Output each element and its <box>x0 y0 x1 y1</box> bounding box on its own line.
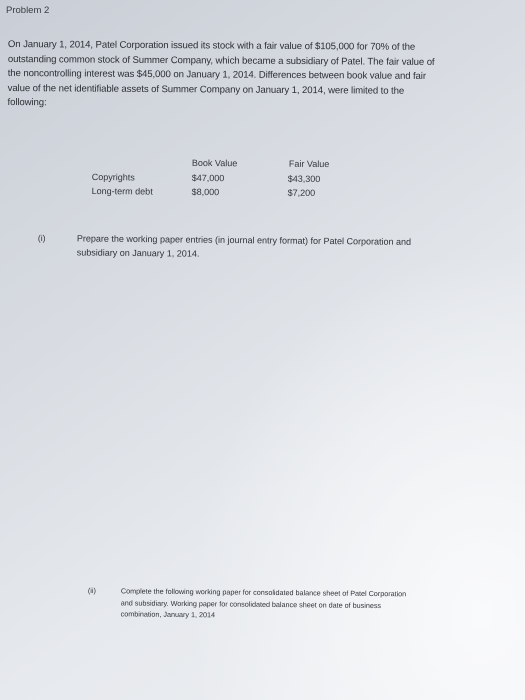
row-label: Long-term debt <box>91 185 153 197</box>
intro-line: following: <box>7 97 47 109</box>
question-2 <box>87 585 508 620</box>
question-line: and subsidiary. Working paper for consolidated balance sheet on date of business <box>120 597 382 610</box>
row-label: Copyrights <box>91 171 135 183</box>
question-line: Prepare the working paper entries (in journal entry format) for Patel Corporation and <box>76 233 412 247</box>
question-line: combination, January 1, 2014 <box>120 609 216 620</box>
row-book-value: $8,000 <box>191 186 220 198</box>
question-text <box>121 585 407 622</box>
book-value-header: Book Value <box>191 157 238 169</box>
value-table <box>91 155 352 198</box>
row-fair-value: $43,300 <box>287 173 321 184</box>
fair-value-header: Fair Value <box>288 158 330 170</box>
row-book-value: $47,000 <box>191 172 225 184</box>
question-number: (i) <box>37 232 46 244</box>
question-line: subsidiary on January 1, 2014. <box>76 246 200 259</box>
question-line: Complete the following working paper for consolidated balance sheet of Patel Corporation <box>120 586 407 599</box>
question-1 <box>37 232 488 259</box>
intro-line: On January 1, 2014, Patel Corporation issued its stock with a fair value of $105,000 for 70% of the <box>7 38 416 53</box>
problem-intro <box>7 38 517 115</box>
row-fair-value: $7,200 <box>287 187 316 198</box>
problem-title: Problem 2 <box>6 5 50 16</box>
intro-line: value of the net identifiable assets of Summer Company on January 1, 2014, were limited to the <box>7 82 405 97</box>
intro-line: outstanding common stock of Summer Company, which became a subsidiary of Patel. The fair value of <box>7 53 435 68</box>
question-number: (ii) <box>87 585 96 596</box>
question-text <box>77 232 411 262</box>
intro-line: the noncontrolling interest was $45,000 on January 1, 2014. Differences between book value and fair <box>7 68 426 83</box>
